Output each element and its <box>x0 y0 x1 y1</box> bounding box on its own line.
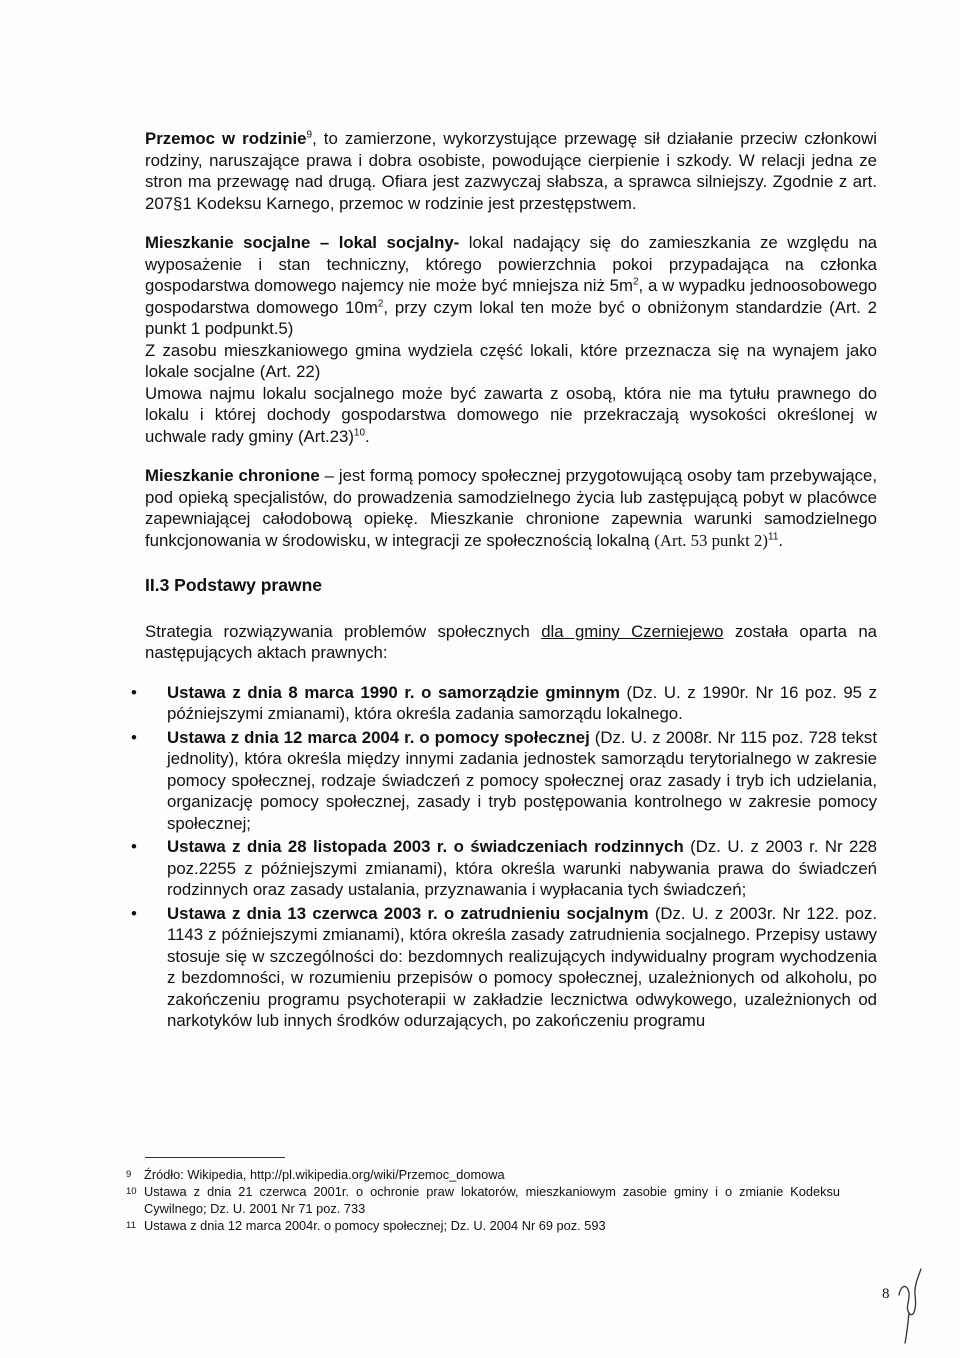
term-mieszkanie-socjalne: Mieszkanie socjalne – lokal socjalny- <box>145 233 460 252</box>
act-description: (Dz. U. z 2003 r. Nr 228 poz.2255 z późniejszymi zmianami), która określa warunki nabywania prawa do świadczeń rodzinnych oraz zasady ustalania, przyznawania i wypłacania tych świadczeń; <box>167 837 877 899</box>
superscript: 2 <box>377 297 384 309</box>
section-heading: II.3 Podstawy prawne <box>145 575 322 595</box>
list-item <box>131 836 877 901</box>
footnote-divider <box>145 1157 285 1158</box>
paragraph-text: – jest formą pomocy społecznej przygotowującą osoby tam przebywające, pod opieką specjalistów, do prowadzenia samodzielnego życia lub zastępującą pobyt w placówce zapewniającej całodobową opiekę. Mieszkanie chronione zapewnia warunki samodzielnego funkcjonowania w środowisku, w integracji ze społecznością lokalną <box>145 466 877 550</box>
paragraph-umowa <box>145 383 877 448</box>
footnote-ref-11[interactable]: 11 <box>768 530 779 542</box>
term-mieszkanie-chronione: Mieszkanie chronione <box>145 466 320 485</box>
paragraph-intro <box>145 621 877 664</box>
act-title: Ustawa z dnia 13 czerwca 2003 r. o zatrudnieniu socjalnym <box>167 903 649 923</box>
paragraph-mieszkanie-chronione <box>145 465 877 551</box>
footnote-number: 9 <box>126 1169 132 1180</box>
footnotes <box>120 1166 840 1234</box>
article-reference: (Art. 53 punkt 2) <box>654 530 769 550</box>
signature-initials <box>895 1265 925 1345</box>
act-title: Ustawa z dnia 28 listopada 2003 r. o świadczeniach rodzinnych <box>167 837 684 856</box>
paragraph-text: , przy czym lokal ten może być o obniżonym standardzie (Art. 2 punkt 1 podpunkt.5) <box>145 297 877 338</box>
footnote-text: Ustawa z dnia 12 marca 2004r. o pomocy społecznej; Dz. U. 2004 Nr 69 poz. 593 <box>144 1218 606 1233</box>
footnote-text: Ustawa z dnia 21 czerwca 2001r. o ochronie praw lokatorów, mieszkaniowym zasobie gminy i o zmianie Kodeksu Cywilnego; Dz. U. 2001 Nr 71 poz. 733 <box>144 1184 840 1216</box>
main-content <box>131 128 878 1034</box>
act-description: (Dz. U. z 2003r. Nr 122. poz. 1143 z późniejszymi zmianami), która określa zasady zatrudnienia socjalnego. Przepisy ustawy stosuje się w szczególności do: bezdomnych realizujących indywidualny program wychodzenia z bezdomności, w rozumieniu przepisów o pomocy społecznej, uzależnionych od alkoholu, po zakończeniu programu psychoterapii w zakładzie lecznictwa odwykowego, uzależnionych od narkotyków lub innych środków odurzających, po zakończeniu programu <box>167 903 877 1030</box>
act-description: (Dz. U. z 2008r. Nr 115 poz. 728 tekst jednolity), która określa między innymi zadania jednostek samorządu terytorialnego w zakresie pomocy społecznej, rodzaje świadczeń z pomocy społecznej oraz zasady i tryb ich udzielania, organizację pomocy społecznej, zasady i tryb postępowania kontrolnego w zakresie pomocy społecznej; <box>167 727 877 833</box>
punctuation: . <box>365 426 370 446</box>
underlined-gmina: dla gminy Czerniejewo <box>541 621 724 641</box>
bullet-icon: • <box>131 837 137 856</box>
paragraph-text: Strategia rozwiązywania problemów społecznych <box>145 621 542 641</box>
footnote-ref-10[interactable]: 10 <box>353 426 366 438</box>
paragraph-zasob: Z zasobu mieszkaniowego gmina wydziela część lokali, które przeznacza się na wynajem jako lokale socjalne (Art. 22) <box>145 340 877 381</box>
paragraph-text: Umowa najmu lokalu socjalnego może być zawarta z osobą, która nie ma tytułu prawnego do lokalu i której dochody gospodarstwa domowego nie przekraczają wysokości określonej w uchwale rady gminy (Art.23) <box>145 383 877 446</box>
paragraph-text: została oparta na następujących aktach prawnych: <box>145 621 877 662</box>
bullet-icon: • <box>131 727 137 747</box>
footnote-11 <box>120 1217 840 1234</box>
act-description: (Dz. U. z 1990r. Nr 16 poz. 95 z późniejszymi zmianami), która określa zadania samorządu lokalnego. <box>167 682 878 723</box>
legal-acts-list <box>131 682 878 1032</box>
paragraph-przemoc <box>145 128 877 214</box>
punctuation: . <box>778 530 784 550</box>
footnote-number: 11 <box>126 1220 136 1231</box>
list-item <box>131 903 877 1032</box>
paragraph-text: , a w wypadku jednoosobowego gospodarstwa domowego 10m <box>145 276 877 317</box>
bullet-icon: • <box>131 682 137 702</box>
footnote-ref-9[interactable]: 9 <box>306 129 313 141</box>
footnote-9 <box>120 1166 840 1183</box>
footnote-text: Źródło: Wikipedia, http://pl.wikipedia.org/wiki/Przemoc_domowa <box>144 1167 505 1182</box>
bullet-icon: • <box>131 903 137 923</box>
act-title: Ustawa z dnia 8 marca 1990 r. o samorządzie gminnym <box>167 682 620 702</box>
superscript: 2 <box>632 276 639 288</box>
list-item <box>131 727 877 835</box>
list-item <box>131 682 878 725</box>
paragraph-text: lokal nadający się do zamieszkania ze względu na wyposażenie i stan techniczny, którego powierzchnia pokoi przypadająca na członka gospodarstwa domowego najemcy nie może być mniejsza niż 5m <box>145 233 877 295</box>
act-title: Ustawa z dnia 12 marca 2004 r. o pomocy społecznej <box>167 727 590 747</box>
paragraph-mieszkanie-socjalne <box>145 232 877 340</box>
page-number: 8 <box>882 1286 890 1302</box>
paragraph-text: , to zamierzone, wykorzystujące przewagę sił działanie przeciw członkowi rodziny, naruszające prawa i dobra osobiste, powodujące cierpienie i szkody. W relacji jedna ze stron ma przewagę nad drugą. Ofiara jest zazwyczaj słabsza, a sprawca silniejszy. Zgodnie z art. 207§1 Kodeksu Karnego, przemoc w rodzinie jest przestępstwem. <box>145 129 877 213</box>
term-przemoc: Przemoc w rodzinie <box>145 129 307 148</box>
footnote-number: 10 <box>126 1186 137 1197</box>
footnote-10 <box>120 1183 840 1217</box>
